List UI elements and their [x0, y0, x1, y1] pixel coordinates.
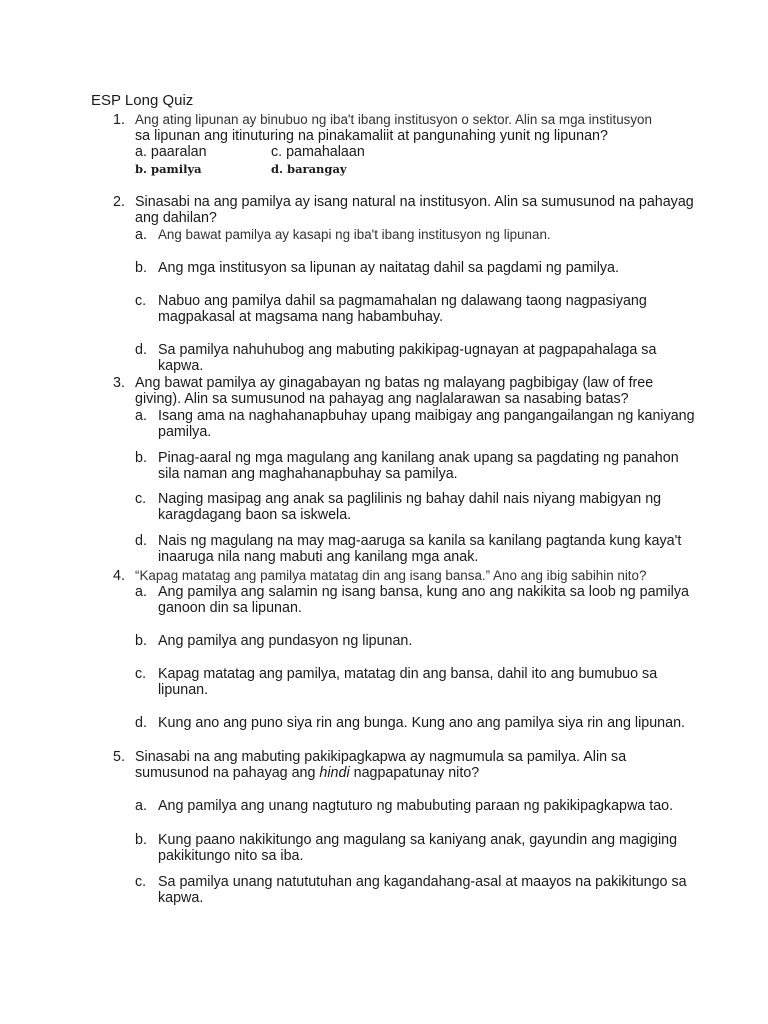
q4-text-line1: “Kapag matatag ang pamilya matatag din ang isang bansa.” Ano ang ibig sabihin nito? — [135, 568, 647, 583]
q3-option-a-line2: pamilya. — [158, 424, 212, 440]
q2-text-line2: ang dahilan? — [135, 210, 217, 226]
q5-text-line2-start: sumusunod na pahayag ang — [135, 765, 320, 781]
q2-option-b-letter: b. — [135, 260, 147, 276]
q3-text-line2: giving). Alin sa sumusunod na pahayag ang naglalarawan sa nasabing batas? — [135, 391, 629, 407]
q4-option-a-letter: a. — [135, 584, 147, 600]
q5-option-b-line1: Kung paano nakikitungo ang magulang sa kaniyang anak, gayundin ang magiging — [158, 832, 678, 848]
q3-option-a-line1: Isang ama na naghahanapbuhay upang maibigay ang pangangailangan ng kaniyang — [158, 408, 695, 424]
q3-option-b-line2: sila naman ang maghahanapbuhay sa pamilya. — [158, 466, 458, 482]
q3-option-d-line2: inaaruga nila nang mabuti ang kanilang mga anak. — [158, 549, 479, 565]
q5-emphasis-hindi: hindi — [319, 765, 350, 781]
q5-option-b-letter: b. — [135, 832, 147, 848]
q5-option-a-text: Ang pamilya ang unang nagtuturo ng mabubuting paraan ng pakikipagkapwa tao. — [158, 798, 674, 814]
q1-text-line2: sa lipunan ang itinuturing na pinakamaliit at pangunahing yunit ng lipunan? — [135, 128, 608, 144]
q5-option-c-letter: c. — [135, 874, 147, 890]
q4-number: 4. — [113, 568, 125, 584]
q3-option-c-letter: c. — [135, 491, 147, 507]
q5-text-line2 — [135, 765, 479, 781]
q4-option-b-letter: b. — [135, 633, 147, 649]
q1-option-d: d. barangay — [271, 162, 347, 176]
q1-option-c: c. pamahalaan — [271, 144, 365, 160]
q3-text-line1: Ang bawat pamilya ay ginagabayan ng batas ng malayang pagbibigay (law of free — [135, 375, 654, 391]
q2-option-d-letter: d. — [135, 342, 147, 358]
q4-option-c-letter: c. — [135, 666, 147, 682]
q2-text-line1: Sinasabi na ang pamilya ay isang natural na institusyon. Alin sa sumusunod na pahayag — [135, 194, 694, 210]
q5-option-c-line2: kapwa. — [158, 890, 204, 906]
q3-option-c-line2: karagdagang baon sa iskwela. — [158, 507, 352, 523]
q1-option-a: a. paaralan — [135, 144, 207, 160]
q4-option-c-line1: Kapag matatag ang pamilya, matatag din ang bansa, dahil ito ang bumubuo sa — [158, 666, 658, 682]
q3-option-d-letter: d. — [135, 533, 147, 549]
q2-option-a-letter: a. — [135, 227, 147, 243]
q4-option-c-line2: lipunan. — [158, 682, 209, 698]
q2-option-a-text: Ang bawat pamilya ay kasapi ng iba't ibang institusyon ng lipunan. — [158, 227, 551, 242]
q1-number: 1. — [113, 112, 125, 128]
q4-option-a-line2: ganoon din sa lipunan. — [158, 600, 302, 616]
q4-option-d-text: Kung ano ang puno siya rin ang bunga. Kung ano ang pamilya siya rin ang lipunan. — [158, 715, 685, 731]
q4-option-d-letter: d. — [135, 715, 147, 731]
q3-option-d-line1: Nais ng magulang na may mag-aaruga sa kanila sa kanilang pagtanda kung kaya't — [158, 533, 682, 549]
q3-option-c-line1: Naging masipag ang anak sa paglilinis ng bahay dahil nais niyang mabigyan ng — [158, 491, 662, 507]
q2-option-b-text: Ang mga institusyon sa lipunan ay naitatag dahil sa pagdami ng pamilya. — [158, 260, 619, 276]
q2-number: 2. — [113, 194, 125, 210]
q2-option-c-line1: Nabuo ang pamilya dahil sa pagmamahalan ng dalawang taong nagpasiyang — [158, 293, 647, 309]
q3-number: 3. — [113, 375, 125, 391]
q3-option-a-letter: a. — [135, 408, 147, 424]
q4-option-b-text: Ang pamilya ang pundasyon ng lipunan. — [158, 633, 413, 649]
q5-option-b-line2: pakikitungo nito sa iba. — [158, 848, 304, 864]
q1-text-line1: Ang ating lipunan ay binubuo ng iba't ibang institusyon o sektor. Alin sa mga institusyon — [135, 112, 652, 127]
q3-option-b-line1: Pinag-aaral ng mga magulang ang kanilang anak upang sa pagdating ng panahon — [158, 450, 679, 466]
q3-option-b-letter: b. — [135, 450, 147, 466]
q5-text-line2-end: nagpapatunay nito? — [349, 765, 480, 781]
q2-option-c-letter: c. — [135, 293, 147, 309]
q4-option-a-line1: Ang pamilya ang salamin ng isang bansa, kung ano ang nakikita sa loob ng pamilya — [158, 584, 689, 600]
q2-option-d-line2: kapwa. — [158, 358, 204, 374]
q5-number: 5. — [113, 749, 125, 765]
q5-option-c-line1: Sa pamilya unang natututuhan ang kagandahang-asal at maayos na pakikitungo sa — [158, 874, 687, 890]
q2-option-d-line1: Sa pamilya nahuhubog ang mabuting pakikipag-ugnayan at pagpapahalaga sa — [158, 342, 657, 358]
document-title: ESP Long Quiz — [91, 92, 194, 109]
q5-option-a-letter: a. — [135, 798, 147, 814]
q1-option-b: b. pamilya — [135, 162, 202, 176]
q2-option-c-line2: magpakasal at magsama nang habambuhay. — [158, 309, 444, 325]
q5-text-line1: Sinasabi na ang mabuting pakikipagkapwa ay nagmumula sa pamilya. Alin sa — [135, 749, 627, 765]
